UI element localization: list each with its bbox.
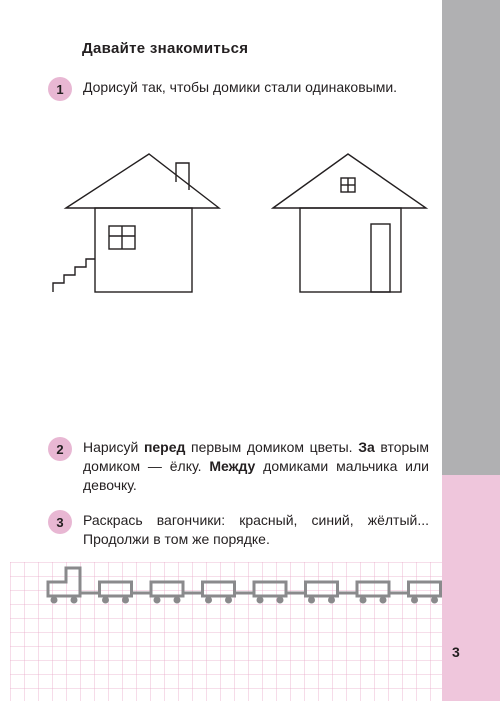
- task-2-word-before: перед: [143, 439, 186, 455]
- page-title: Давайте знакомиться: [82, 40, 249, 57]
- wheel: [308, 597, 315, 604]
- grid-paper: [0, 560, 442, 701]
- task-3-text: Раскрась вагончики: красный, синий, жёлтый... Продолжи в том же порядке.: [83, 512, 429, 547]
- wheel: [225, 597, 232, 604]
- wheel: [122, 597, 129, 604]
- task-1-text: Дорисуй так, чтобы домики стали одинаковыми.: [83, 79, 398, 95]
- task-2-text-part: домиками мальчика или девочку.: [83, 458, 429, 493]
- task-1-number: 1: [48, 77, 72, 101]
- side-bar-gray: [442, 0, 500, 475]
- wheel: [360, 597, 367, 604]
- task-2-text-part: Нарисуй: [83, 439, 144, 455]
- wheel: [154, 597, 161, 604]
- task-2-number: 2: [48, 437, 72, 461]
- task-2-word-behind: За: [358, 439, 375, 455]
- task-3-number: 3: [48, 510, 72, 534]
- task-2-word-between: Между: [209, 458, 256, 474]
- wheel: [102, 597, 109, 604]
- wheel: [431, 597, 438, 604]
- task-2-text-part: первым домиком цветы.: [185, 439, 359, 455]
- wheel: [205, 597, 212, 604]
- wheel: [328, 597, 335, 604]
- wheel: [277, 597, 284, 604]
- wheel: [71, 597, 78, 604]
- house-left: [53, 154, 219, 292]
- wheel: [257, 597, 264, 604]
- task-2-text: [83, 438, 429, 495]
- side-bar-pink: [442, 475, 500, 701]
- wheel: [174, 597, 181, 604]
- wheel: [380, 597, 387, 604]
- wheel: [411, 597, 418, 604]
- wheel: [51, 597, 58, 604]
- houses-illustration: [0, 140, 440, 300]
- house-right: [273, 154, 426, 292]
- task-2-text-part: вторым домиком — ёлку.: [83, 439, 429, 474]
- page-number: 3: [452, 644, 460, 660]
